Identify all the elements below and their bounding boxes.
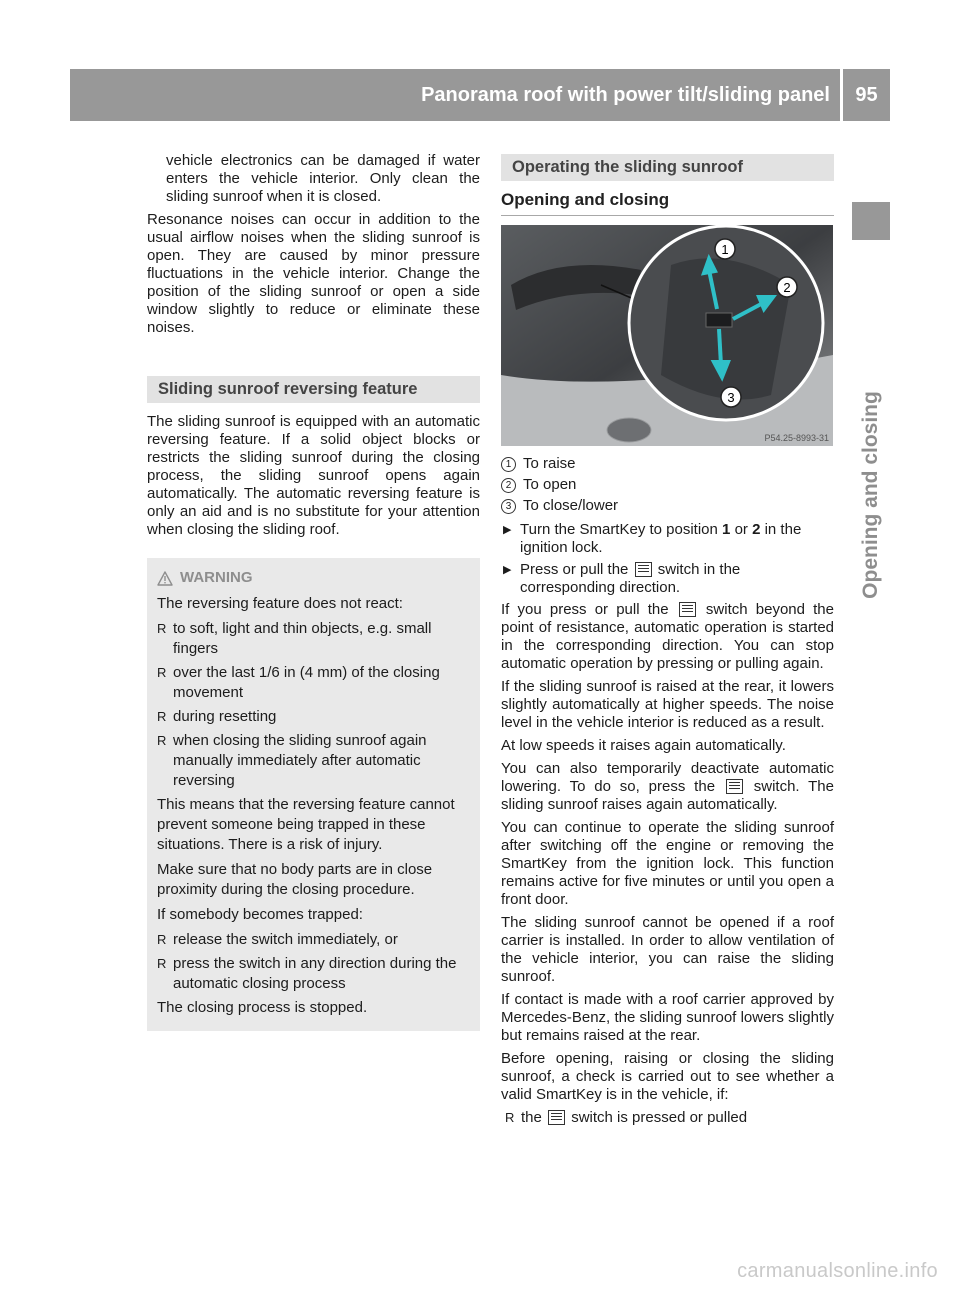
- check-bullet: R the switch is pressed or pulled: [505, 1109, 748, 1126]
- spacer: [147, 342, 480, 376]
- instruction-step: ▶ Turn the SmartKey to position 1 or 2 in the ignition lock.: [503, 521, 802, 556]
- instruction-step: ▶ Press or pull the switch in the corresponding direction.: [503, 561, 741, 596]
- paragraph-carrier: The sliding sunroof cannot be opened if a roof carrier is installed. In order to allow ventilation of the vehicle interior, you can raise the sliding sunroof.: [501, 914, 834, 985]
- bullet-mark: R: [157, 932, 167, 947]
- page-title: Panorama roof with power tilt/sliding panel: [421, 84, 830, 106]
- reversing-paragraph: The sliding sunroof is equipped with an automatic reversing feature. If a solid object blocks or restricts the sliding sunroof during the closing process, the sliding sunroof opens again automatically. The automatic reversing feature is only an aid and is no substitute for your attention when closing the sliding roof.: [147, 413, 480, 538]
- warning-title: [157, 568, 470, 588]
- sunroof-switch-icon: [726, 779, 743, 794]
- intro-indented-text: vehicle electronics can be damaged if water enters the vehicle interior. Only clean the sliding sunroof when it is closed.: [166, 152, 480, 205]
- warning-intro: The reversing feature does not react:: [157, 595, 403, 612]
- bullet-mark: R: [157, 733, 167, 748]
- paragraph-check: Before opening, raising or closing the sliding sunroof, a check is carried out to see whether a valid SmartKey is in the vehicle, if:: [501, 1050, 834, 1103]
- page-number: 95: [855, 84, 878, 106]
- paragraph-deactivate: You can also temporarily deactivate automatic lowering. To do so, press the switch. The sliding sunroof raises again automatically.: [501, 760, 834, 813]
- legend-item: 2 To open: [501, 476, 834, 494]
- page-header: [70, 69, 890, 121]
- warning-title-text: WARNING: [180, 569, 253, 586]
- callout-2: [777, 277, 797, 297]
- watermark: carmanualsonline.info: [737, 1260, 938, 1282]
- sunroof-switch-photo: [501, 225, 833, 446]
- bullet-mark: R: [157, 665, 167, 680]
- paragraph-continue: You can continue to operate the sliding sunroof after switching off the engine or removing the SmartKey from the ignition lock. This function remains active for five minutes or until you open a front door.: [501, 819, 834, 908]
- reversing-section-heading: Sliding sunroof reversing feature: [147, 376, 480, 403]
- resonance-paragraph: Resonance noises can occur in addition to the usual airflow noises when the sliding sunroof is open. They are caused by minor pressure fluctuations in the vehicle interior. Change the position of the sliding sunroof or open a side window slightly to reduce or eliminate these noises.: [147, 211, 480, 336]
- legend-item: 3 To close/lower: [501, 497, 834, 515]
- bullet-mark: R: [505, 1110, 515, 1125]
- paragraph-beyond-resistance: If you press or pull the switch beyond the point of resistance, automatic operation is started in the corresponding direction. You can stop automatic operation by pressing or pulling again.: [501, 601, 834, 672]
- side-tab-label: Opening and closing: [859, 391, 882, 599]
- svg-text:2: 2: [783, 280, 791, 295]
- warning-paragraph: This means that the reversing feature cannot prevent someone being trapped in these situations. There is a risk of injury.: [157, 796, 455, 853]
- image-code: P54.25-8993-31: [764, 433, 829, 443]
- warning-bullet: R release the switch immediately, or: [157, 931, 398, 948]
- warning-bullet: R to soft, light and thin objects, e.g. small fingers: [157, 620, 432, 657]
- side-tab-marker: [852, 202, 890, 240]
- paragraph-contact: If contact is made with a roof carrier approved by Mercedes-Benz, the sliding sunroof lowers slightly but remains raised at the rear.: [501, 991, 834, 1044]
- svg-text:1: 1: [721, 242, 729, 257]
- bullet-mark: R: [157, 621, 167, 636]
- left-column: [147, 152, 480, 1031]
- sunroof-switch-icon: [635, 562, 652, 577]
- opening-closing-subheading: Opening and closing: [501, 191, 834, 216]
- step-arrow-icon: ▶: [503, 564, 512, 576]
- sunroof-switch-icon: [679, 602, 696, 617]
- warning-bullet: R when closing the sliding sunroof again manually immediately after automatic reversing: [157, 732, 427, 789]
- warning-box: [147, 558, 480, 1031]
- callout-1: [715, 239, 735, 259]
- warning-paragraph: The closing process is stopped.: [157, 999, 368, 1016]
- spacer: [147, 544, 480, 558]
- warning-paragraph: Make sure that no body parts are in close proximity during the closing procedure.: [157, 861, 433, 898]
- step-arrow-icon: ▶: [503, 524, 512, 536]
- operating-section-heading: Operating the sliding sunroof: [501, 154, 834, 181]
- bullet-mark: R: [157, 956, 167, 971]
- paragraph-low-speed: At low speeds it raises again automatically.: [501, 737, 786, 754]
- sunroof-switch-icon: [548, 1110, 565, 1125]
- warning-paragraph: If somebody becomes trapped:: [157, 906, 363, 923]
- warning-bullet: R over the last 1/6 in (4 mm) of the closing movement: [157, 664, 440, 701]
- callout-3: [721, 387, 741, 407]
- warning-triangle-icon: [157, 571, 173, 586]
- warning-bullet: R during resetting: [157, 708, 277, 725]
- bullet-mark: R: [157, 709, 167, 724]
- svg-text:3: 3: [727, 390, 735, 405]
- warning-bullet: R press the switch in any direction during the automatic closing process: [157, 955, 457, 992]
- legend-item: 1 To raise: [501, 455, 834, 473]
- right-column: [501, 154, 834, 1131]
- paragraph-raised: If the sliding sunroof is raised at the rear, it lowers slightly automatically at higher speeds. The noise level in the vehicle interior is reduced as a result.: [501, 678, 834, 731]
